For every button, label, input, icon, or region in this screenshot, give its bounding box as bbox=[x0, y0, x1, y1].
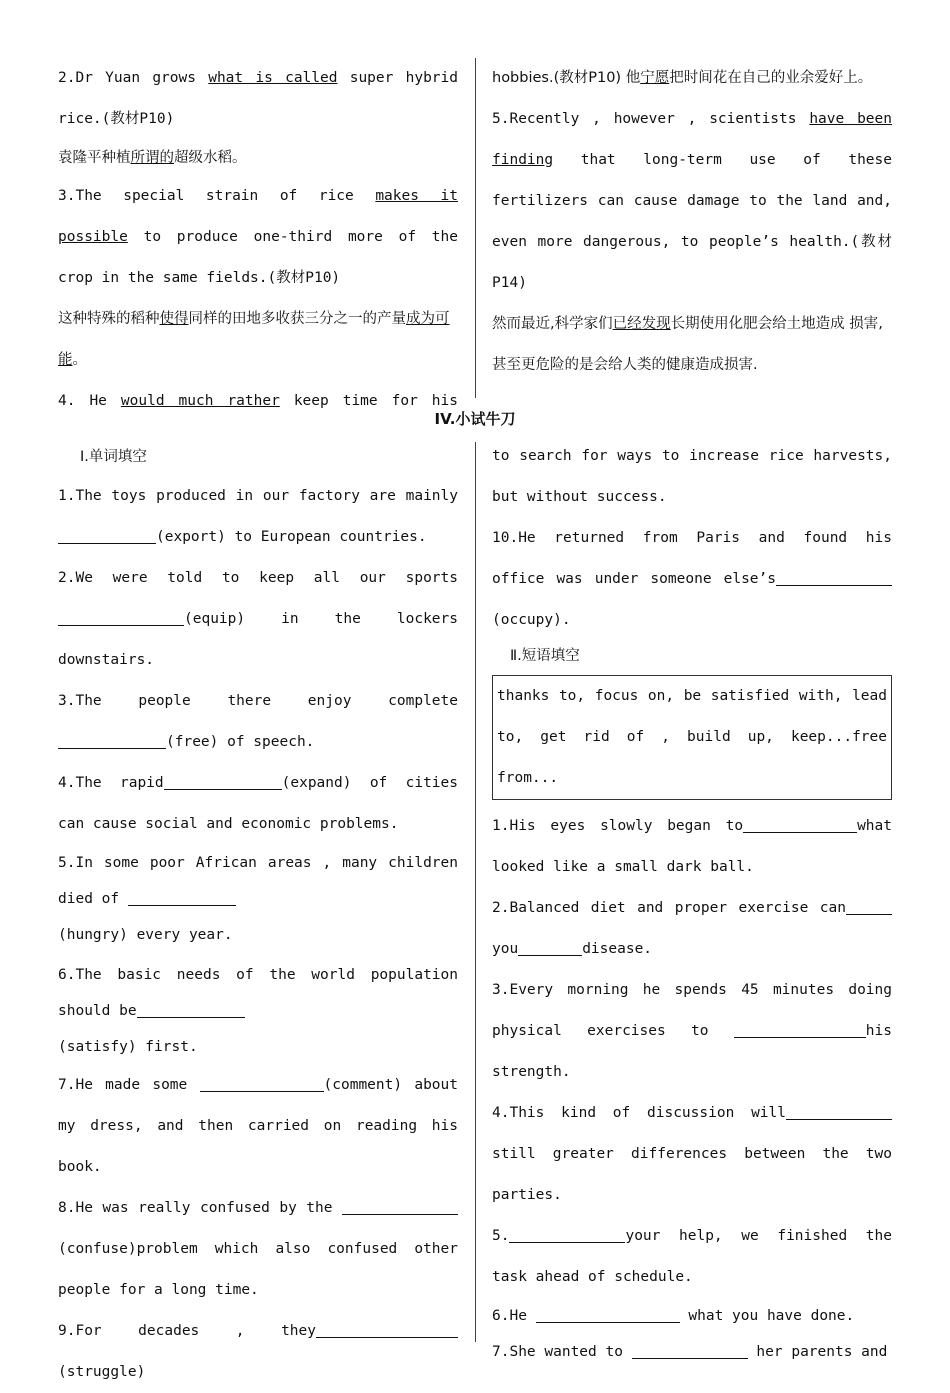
word-fill-item-8: 8.He was really confused by the (confuse)problem which also confused other people for a long time. bbox=[58, 1200, 458, 1298]
answer-blank[interactable] bbox=[128, 891, 236, 907]
word-fill-item-3: 3.The people there enjoy complete (free) of speech. bbox=[58, 693, 458, 750]
word-fill-item-4: 4.The rapid (expand) of cities can cause social and economic problems. bbox=[58, 775, 458, 832]
word-fill-item-9: 9.For decades , they(struggle) bbox=[58, 1311, 458, 1393]
word-fill-item-10: 10.He returned from Paris and found his office was under someone else’s(occupy). bbox=[492, 530, 892, 628]
phrase-fill-item-7: 7.She wanted to her parents and bbox=[492, 1344, 888, 1360]
word-fill-item-5: 5.In some poor African areas , many children died of (hungry) every year. bbox=[58, 855, 458, 943]
word-fill-item-1: 1.The toys produced in our factory are mainly (export) to European countries. bbox=[58, 488, 458, 545]
phrase-fill-item-4: 4.This kind of discussion willstill greater differences between the two parties. bbox=[492, 1105, 892, 1203]
answer-blank[interactable] bbox=[58, 611, 184, 627]
answer-blank[interactable] bbox=[164, 775, 282, 791]
word-fill-item-2: 2.We were told to keep all our sports (equip) in the lockers downstairs. bbox=[58, 570, 458, 668]
translation-item-5-en: 5.Recently , however , scientists have been finding that long-term use of these fertilizers can cause damage to the land and, even more dangerous, to people’s health.(教材P14) bbox=[492, 111, 892, 291]
word-fill-item-7: 7.He made some (comment) about my dress, and then carried on reading his book. bbox=[58, 1077, 459, 1175]
answer-blank[interactable] bbox=[743, 818, 857, 834]
word-fill-item-6: 6.The basic needs of the world population should be (satisfy) first. bbox=[58, 967, 458, 1055]
top-left-column bbox=[58, 58, 458, 422]
answer-blank[interactable] bbox=[137, 1003, 245, 1019]
answer-blank[interactable] bbox=[786, 1105, 892, 1121]
phrase-fill-item-2: 2.Balanced diet and proper exercise canyou disease. bbox=[492, 888, 892, 970]
column-divider-top bbox=[475, 58, 476, 398]
section-title: IV.小试牛刀 bbox=[434, 410, 516, 428]
top-right-column bbox=[492, 58, 892, 386]
answer-blank[interactable] bbox=[734, 1023, 866, 1039]
translation-item-5-cn: 然而最近,科学家们已经发现长期使用化肥会给土地造成 损害,甚至更危险的是会给人类的健康造成损害. bbox=[492, 316, 883, 373]
word-fill-column bbox=[58, 442, 458, 1393]
part2-title: Ⅱ.短语填空 bbox=[510, 648, 580, 664]
answer-blank[interactable] bbox=[632, 1344, 748, 1360]
right-bottom-column bbox=[492, 442, 892, 1370]
translation-item-4-en: 4. He would much rather keep time for his bbox=[58, 393, 458, 409]
answer-blank[interactable] bbox=[536, 1308, 680, 1324]
answer-blank[interactable] bbox=[200, 1077, 324, 1093]
phrase-bank: thanks to, focus on, be satisfied with, lead to, get rid of , build up, keep...free from... bbox=[492, 675, 892, 800]
phrase-fill-item-3: 3.Every morning he spends 45 minutes doing physical exercises to his strength. bbox=[492, 982, 892, 1080]
translation-item-2-cn: 袁隆平种植所谓的超级水稻。 bbox=[58, 150, 247, 166]
answer-blank[interactable] bbox=[776, 571, 892, 587]
phrase-fill-item-1: 1.His eyes slowly began to what looked like a small dark ball. bbox=[492, 818, 892, 875]
translation-item-2-en: 2.Dr Yuan grows what is called super hybrid rice.(教材P10) bbox=[58, 70, 458, 127]
answer-blank[interactable] bbox=[509, 1228, 625, 1244]
answer-blank[interactable] bbox=[58, 529, 156, 545]
translation-item-3-cn: 这种特殊的稻种使得同样的田地多收获三分之一的产量成为可能。 bbox=[58, 311, 450, 368]
part1-title: Ⅰ.单词填空 bbox=[80, 449, 147, 465]
translation-item-3-en: 3.The special strain of rice makes it possible to produce one-third more of the crop in the same fields.(教材P10) bbox=[58, 188, 458, 286]
phrase-fill-item-5: 5. your help, we finished the task ahead of schedule. bbox=[492, 1228, 892, 1285]
answer-blank[interactable] bbox=[316, 1323, 458, 1339]
column-divider-bottom bbox=[475, 442, 476, 1342]
answer-blank[interactable] bbox=[846, 900, 892, 916]
answer-blank[interactable] bbox=[342, 1200, 458, 1216]
translation-item-4-cont: hobbies.(教材P10) 他宁愿把时间花在自己的业余爱好上。 bbox=[492, 70, 873, 86]
answer-blank[interactable] bbox=[58, 734, 166, 750]
answer-blank[interactable] bbox=[518, 941, 582, 957]
word-fill-item-9-cont: to search for ways to increase rice harvests, but without success. bbox=[492, 448, 892, 505]
phrase-fill-item-6: 6.He what you have done. bbox=[492, 1308, 855, 1324]
